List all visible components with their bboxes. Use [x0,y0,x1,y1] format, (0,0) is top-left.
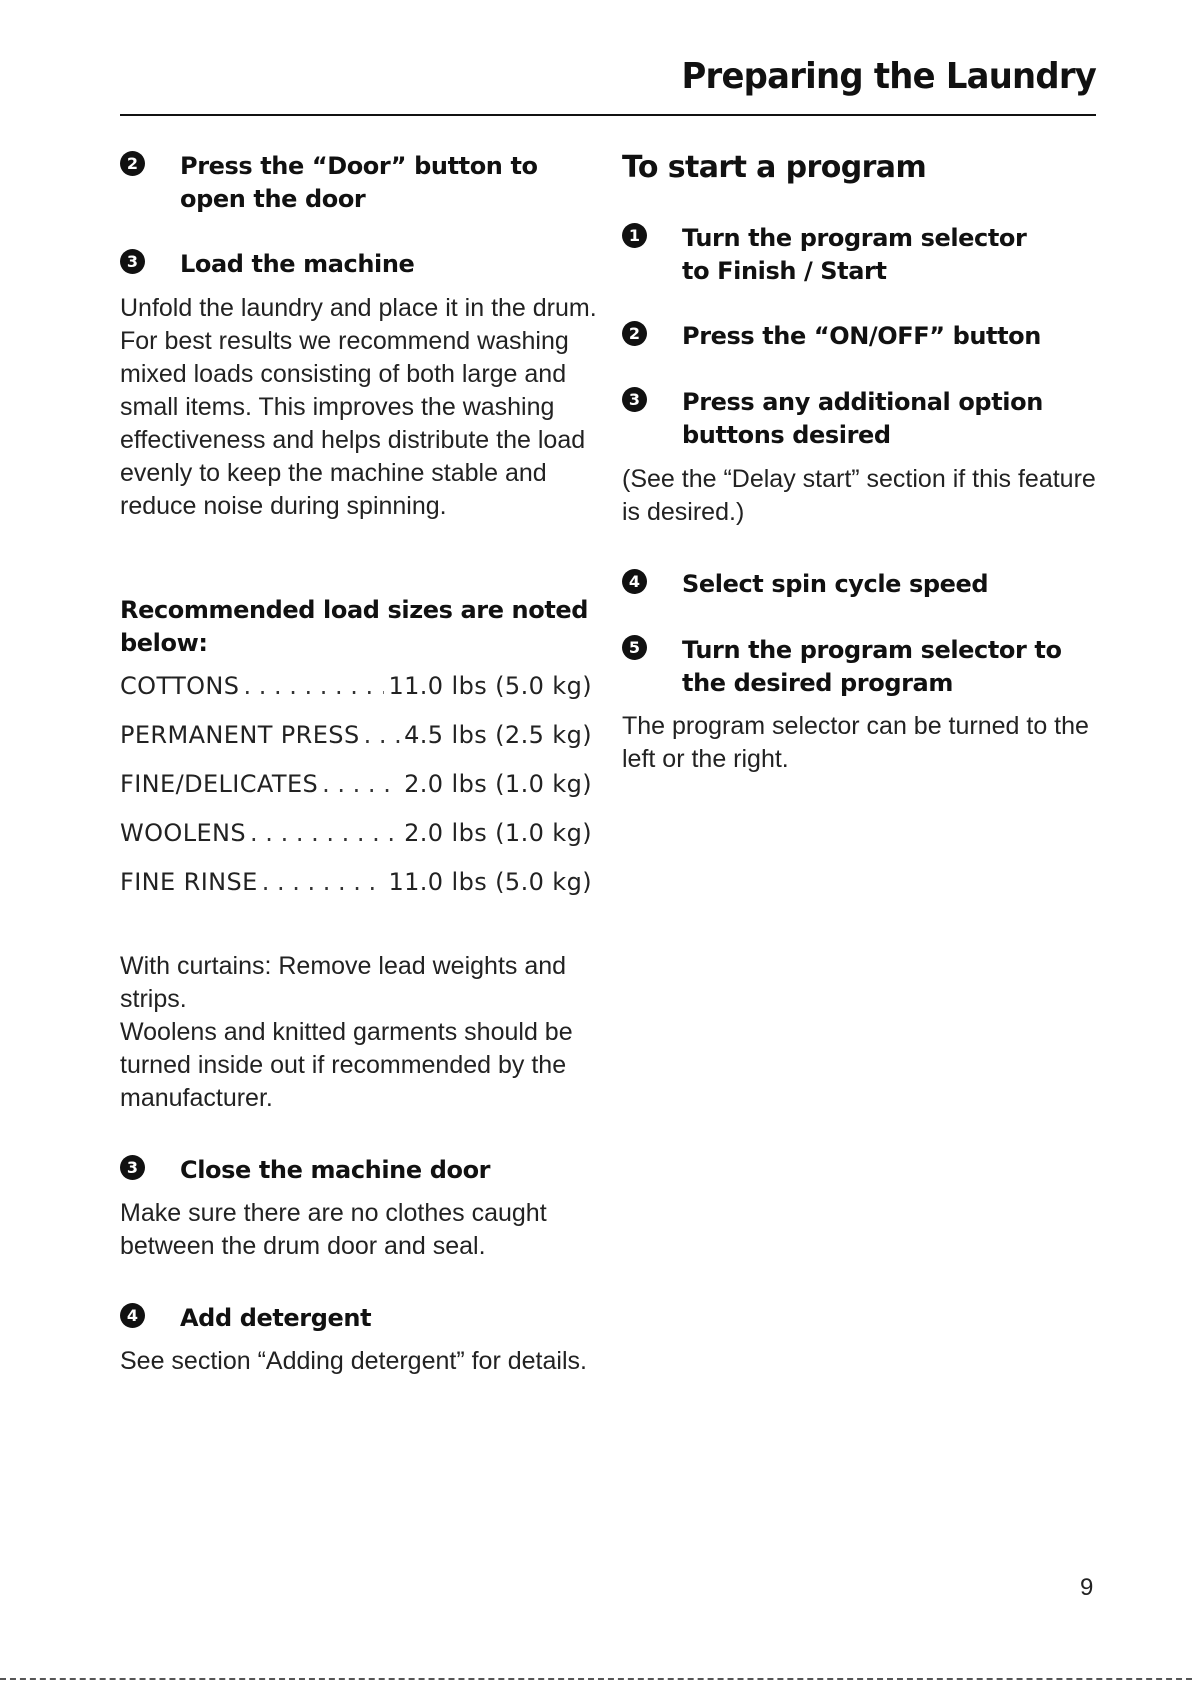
load-size-value: 11.0 lbs (5.0 kg) [388,868,592,896]
load-size-value: 4.5 lbs (2.5 kg) [404,721,592,749]
step-number-badge: 1 [622,223,647,248]
load-size-name: COTTONS [120,672,240,700]
load-sizes-heading: Recommended load sizes are noted below: [120,596,589,657]
load-size-value: 2.0 lbs (1.0 kg) [404,819,592,847]
step-title: Press any additional option buttons desired [682,388,1043,449]
load-size-row-cottons [120,672,592,700]
detergent-text: See section “Adding detergent” for details. [120,1347,587,1375]
step-title: Turn the program selector to Finish / Start [682,224,1027,285]
step-number-badge: 3 [622,387,647,412]
load-size-name: PERMANENT PRESS [120,721,360,749]
curtains-note: With curtains: Remove lead weights and strips. [120,952,567,1013]
step-number-badge: 5 [622,635,647,660]
page-title: Preparing the Laundry [681,56,1096,97]
step-number-badge: 4 [120,1303,145,1328]
load-size-row-fine-delicates [120,770,592,798]
step-title: Add detergent [180,1304,372,1332]
step-title: Press the “Door” button to open the door [180,152,538,213]
load-size-value: 2.0 lbs (1.0 kg) [404,770,592,798]
leader-dots [322,770,400,798]
step-title: Select spin cycle speed [682,570,989,598]
load-paragraph: Unfold the laundry and place it in the drum. For best results we recommend washing mixed loads consisting of both large and small items. This improves the washing effectiveness and helps distribute the load evenly to keep the machine stable and reduce noise during spinning. [120,294,597,520]
step-title: Load the machine [180,250,415,278]
leader-dots [243,672,384,700]
step-number-badge: 2 [622,321,647,346]
step-title: Close the machine door [180,1156,491,1184]
close-door-text: Make sure there are no clothes caught between the drum door and seal. [120,1199,547,1260]
load-size-name: FINE/DELICATES [120,770,319,798]
page-header [120,56,1096,116]
load-size-name: FINE RINSE [120,868,258,896]
selector-note: The program selector can be turned to the left or the right. [622,712,1089,773]
bottom-dashed-rule [0,1678,1192,1680]
step-number-badge: 2 [120,151,145,176]
load-size-row-fine-rinse [120,868,592,896]
leader-dots [364,721,401,749]
woolens-note: Woolens and knitted garments should be turned inside out if recommended by the manufacturer. [120,1018,573,1112]
load-size-row-permanent-press [120,721,592,749]
step-number-badge: 4 [622,569,647,594]
delay-start-note: (See the “Delay start” section if this feature is desired.) [622,465,1096,526]
load-size-row-woolens [120,819,592,847]
load-size-name: WOOLENS [120,819,247,847]
leader-dots [262,868,385,896]
step-number-badge: 3 [120,1155,145,1180]
step-title: Press the “ON/OFF” button [682,322,1041,350]
step-number-badge: 3 [120,249,145,274]
load-size-value: 11.0 lbs (5.0 kg) [388,672,592,700]
start-program-heading: To start a program [622,150,927,185]
page-number: 9 [1080,1574,1094,1601]
step-title: Turn the program selector to the desired program [682,636,1062,697]
leader-dots [250,819,400,847]
